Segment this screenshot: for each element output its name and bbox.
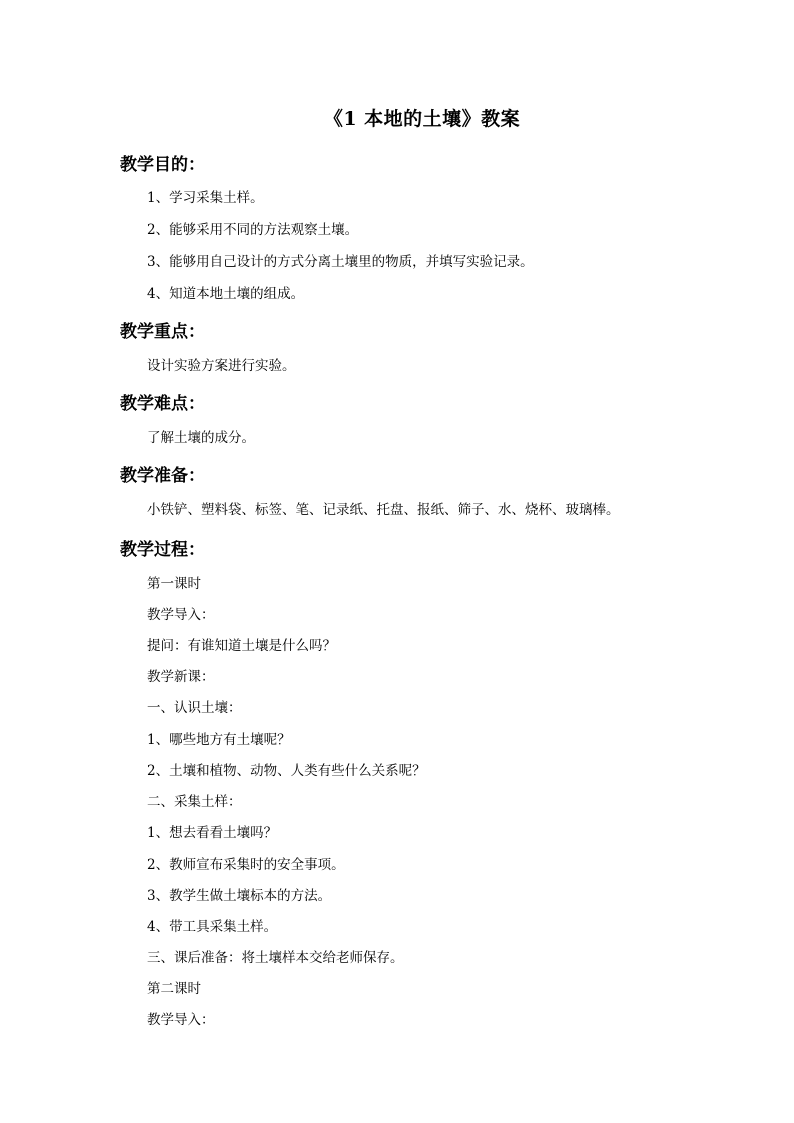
process-line: 第一课时 xyxy=(147,576,201,592)
process-line: 教学导入： xyxy=(147,607,215,623)
process-line: 提问：有谁知道土壤是什么吗？ xyxy=(147,638,336,654)
objective-item: 4、知道本地土壤的组成。 xyxy=(147,286,305,302)
process-line: 三、课后准备：将土壤样本交给老师保存。 xyxy=(147,950,404,966)
key-points-heading: 教学重点： xyxy=(120,322,205,342)
process-line: 二、采集土样： xyxy=(147,794,242,810)
objective-item: 3、能够用自己设计的方式分离土壤里的物质，并填写实验记录。 xyxy=(147,254,534,270)
process-line: 1、想去看看土壤吗？ xyxy=(147,825,278,841)
preparation-text: 小铁铲、塑料袋、标签、笔、记录纸、托盘、报纸、筛子、水、烧杯、玻璃棒。 xyxy=(147,502,620,518)
difficulties-heading: 教学难点： xyxy=(120,394,205,414)
process-line: 教学新课： xyxy=(147,669,215,685)
key-points-text: 设计实验方案进行实验。 xyxy=(147,358,296,374)
objectives-heading: 教学目的： xyxy=(120,155,205,175)
objective-item: 2、能够采用不同的方法观察土壤。 xyxy=(147,222,359,238)
document-title: 《1 本地的土壤》教案 xyxy=(323,108,521,130)
process-line: 1、哪些地方有土壤呢？ xyxy=(147,732,291,748)
process-line: 2、教师宣布采集时的安全事项。 xyxy=(147,857,345,873)
process-line: 教学导入： xyxy=(147,1012,215,1028)
preparation-heading: 教学准备： xyxy=(120,466,205,486)
process-heading: 教学过程： xyxy=(120,540,205,560)
process-line: 3、教学生做土壤标本的方法。 xyxy=(147,888,332,904)
process-line: 2、土壤和植物、动物、人类有些什么关系呢？ xyxy=(147,763,426,779)
process-line: 一、认识土壤： xyxy=(147,700,242,716)
process-line: 第二课时 xyxy=(147,981,201,997)
difficulties-text: 了解土壤的成分。 xyxy=(147,430,255,446)
objective-item: 1、学习采集土样。 xyxy=(147,190,264,206)
process-line: 4、带工具采集土样。 xyxy=(147,919,278,935)
